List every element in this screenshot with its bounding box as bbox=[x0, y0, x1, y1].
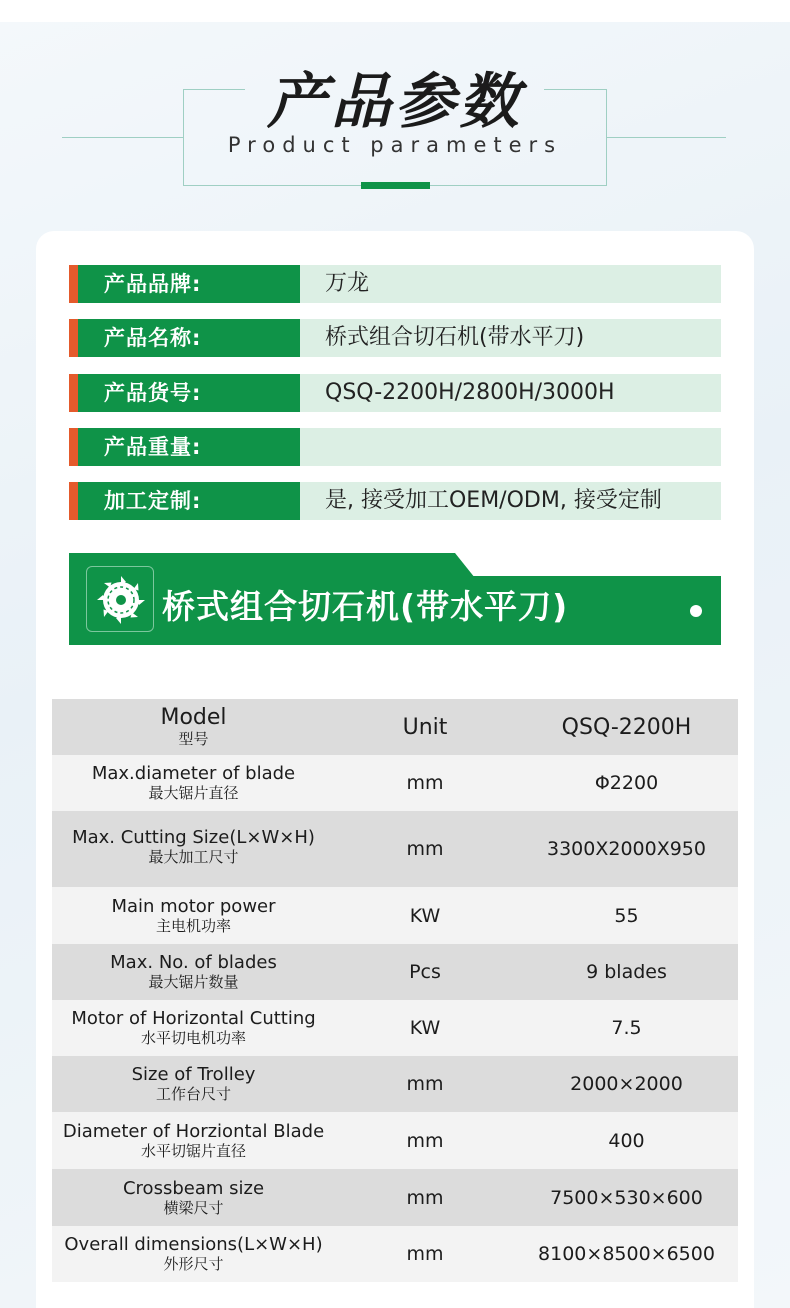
param-row-model-number bbox=[69, 374, 721, 412]
row-accent bbox=[69, 319, 78, 357]
title-underline bbox=[361, 182, 430, 189]
row-label-cn: 水平切电机功率 bbox=[140, 1029, 246, 1047]
row-accent bbox=[69, 482, 78, 520]
row-unit: Pcs bbox=[409, 961, 441, 983]
row-label-en: Motor of Horizontal Cutting bbox=[71, 1008, 316, 1029]
row-label-en: Main motor power bbox=[111, 895, 276, 917]
param-row-weight bbox=[69, 428, 721, 466]
row-value: 7.5 bbox=[611, 1017, 642, 1039]
row-label-en: Max. No. of blades bbox=[110, 952, 277, 973]
table-row bbox=[52, 755, 738, 811]
param-value: 桥式组合切石机(带水平刀) bbox=[300, 319, 721, 357]
row-value: 55 bbox=[614, 904, 639, 927]
row-label-en: Max.diameter of blade bbox=[91, 763, 296, 784]
row-label-en: Diameter of Horziontal Blade bbox=[62, 1120, 325, 1142]
row-label-cn: 水平切锯片直径 bbox=[140, 1141, 246, 1160]
row-unit: mm bbox=[406, 1186, 444, 1209]
top-strip bbox=[0, 0, 790, 22]
row-accent bbox=[69, 374, 78, 412]
spec-table bbox=[52, 699, 738, 1282]
row-label-en: Max. Cutting Size(L×W×H) bbox=[72, 827, 315, 848]
row-value: 9 blades bbox=[586, 961, 667, 983]
banner-dot bbox=[690, 605, 702, 617]
row-label-cn: 主电机功率 bbox=[155, 916, 231, 935]
row-label-cn: 最大锯片直径 bbox=[148, 784, 239, 802]
param-label: 产品名称: bbox=[78, 319, 300, 357]
row-label-en: Crossbeam size bbox=[122, 1177, 265, 1199]
row-value: 8100×8500×6500 bbox=[538, 1243, 715, 1265]
param-value: 是, 接受加工OEM/ODM, 接受定制 bbox=[300, 482, 721, 520]
table-row bbox=[52, 1000, 738, 1056]
row-unit: mm bbox=[406, 1129, 444, 1152]
row-value: 400 bbox=[608, 1129, 645, 1152]
table-row bbox=[52, 1169, 738, 1226]
saw-blade-icon bbox=[86, 566, 154, 632]
frame-bottom-left bbox=[183, 185, 361, 186]
param-label: 产品重量: bbox=[78, 428, 300, 466]
param-value bbox=[300, 428, 721, 466]
header-model-cn: 型号 bbox=[178, 730, 209, 748]
row-value: 2000×2000 bbox=[570, 1073, 683, 1095]
param-row-customization bbox=[69, 482, 721, 520]
header-model-en: Model bbox=[160, 705, 227, 730]
row-accent bbox=[69, 428, 78, 466]
header-unit: Unit bbox=[402, 714, 448, 740]
row-value: 7500×530×600 bbox=[550, 1186, 703, 1209]
table-row bbox=[52, 887, 738, 944]
page-title: 产品参数 bbox=[267, 67, 523, 137]
banner-title: 桥式组合切石机(带水平刀) bbox=[162, 587, 569, 626]
param-row-name bbox=[69, 319, 721, 357]
spec-header-row bbox=[52, 699, 738, 755]
row-label-cn: 横梁尺寸 bbox=[163, 1198, 224, 1217]
row-label-en: Size of Trolley bbox=[131, 1064, 256, 1085]
table-row bbox=[52, 1226, 738, 1282]
table-row bbox=[52, 944, 738, 1000]
row-unit: KW bbox=[409, 1017, 441, 1039]
param-label: 加工定制: bbox=[78, 482, 300, 520]
header-model-value: QSQ-2200H bbox=[561, 714, 692, 740]
param-value: QSQ-2200H/2800H/3000H bbox=[300, 374, 721, 412]
frame-bottom-right bbox=[430, 185, 607, 186]
row-unit: mm bbox=[406, 1243, 444, 1265]
table-row bbox=[52, 811, 738, 887]
row-label-cn: 外形尺寸 bbox=[163, 1255, 224, 1273]
row-unit: mm bbox=[406, 838, 444, 860]
param-label: 产品货号: bbox=[78, 374, 300, 412]
row-value: Φ2200 bbox=[594, 772, 659, 794]
row-accent bbox=[69, 265, 78, 303]
row-value: 3300X2000X950 bbox=[546, 838, 706, 860]
table-row bbox=[52, 1056, 738, 1112]
row-label-cn: 最大锯片数量 bbox=[148, 973, 239, 991]
row-label-en: Overall dimensions(L×W×H) bbox=[64, 1234, 323, 1255]
table-row bbox=[52, 1112, 738, 1169]
row-unit: mm bbox=[406, 772, 444, 794]
row-unit: mm bbox=[406, 1073, 444, 1095]
row-unit: KW bbox=[409, 904, 441, 927]
param-value: 万龙 bbox=[300, 265, 721, 303]
param-label: 产品品牌: bbox=[78, 265, 300, 303]
row-label-cn: 最大加工尺寸 bbox=[148, 848, 239, 866]
param-row-brand bbox=[69, 265, 721, 303]
row-label-cn: 工作台尺寸 bbox=[155, 1085, 231, 1103]
page-subtitle: Product parameters bbox=[227, 133, 563, 157]
